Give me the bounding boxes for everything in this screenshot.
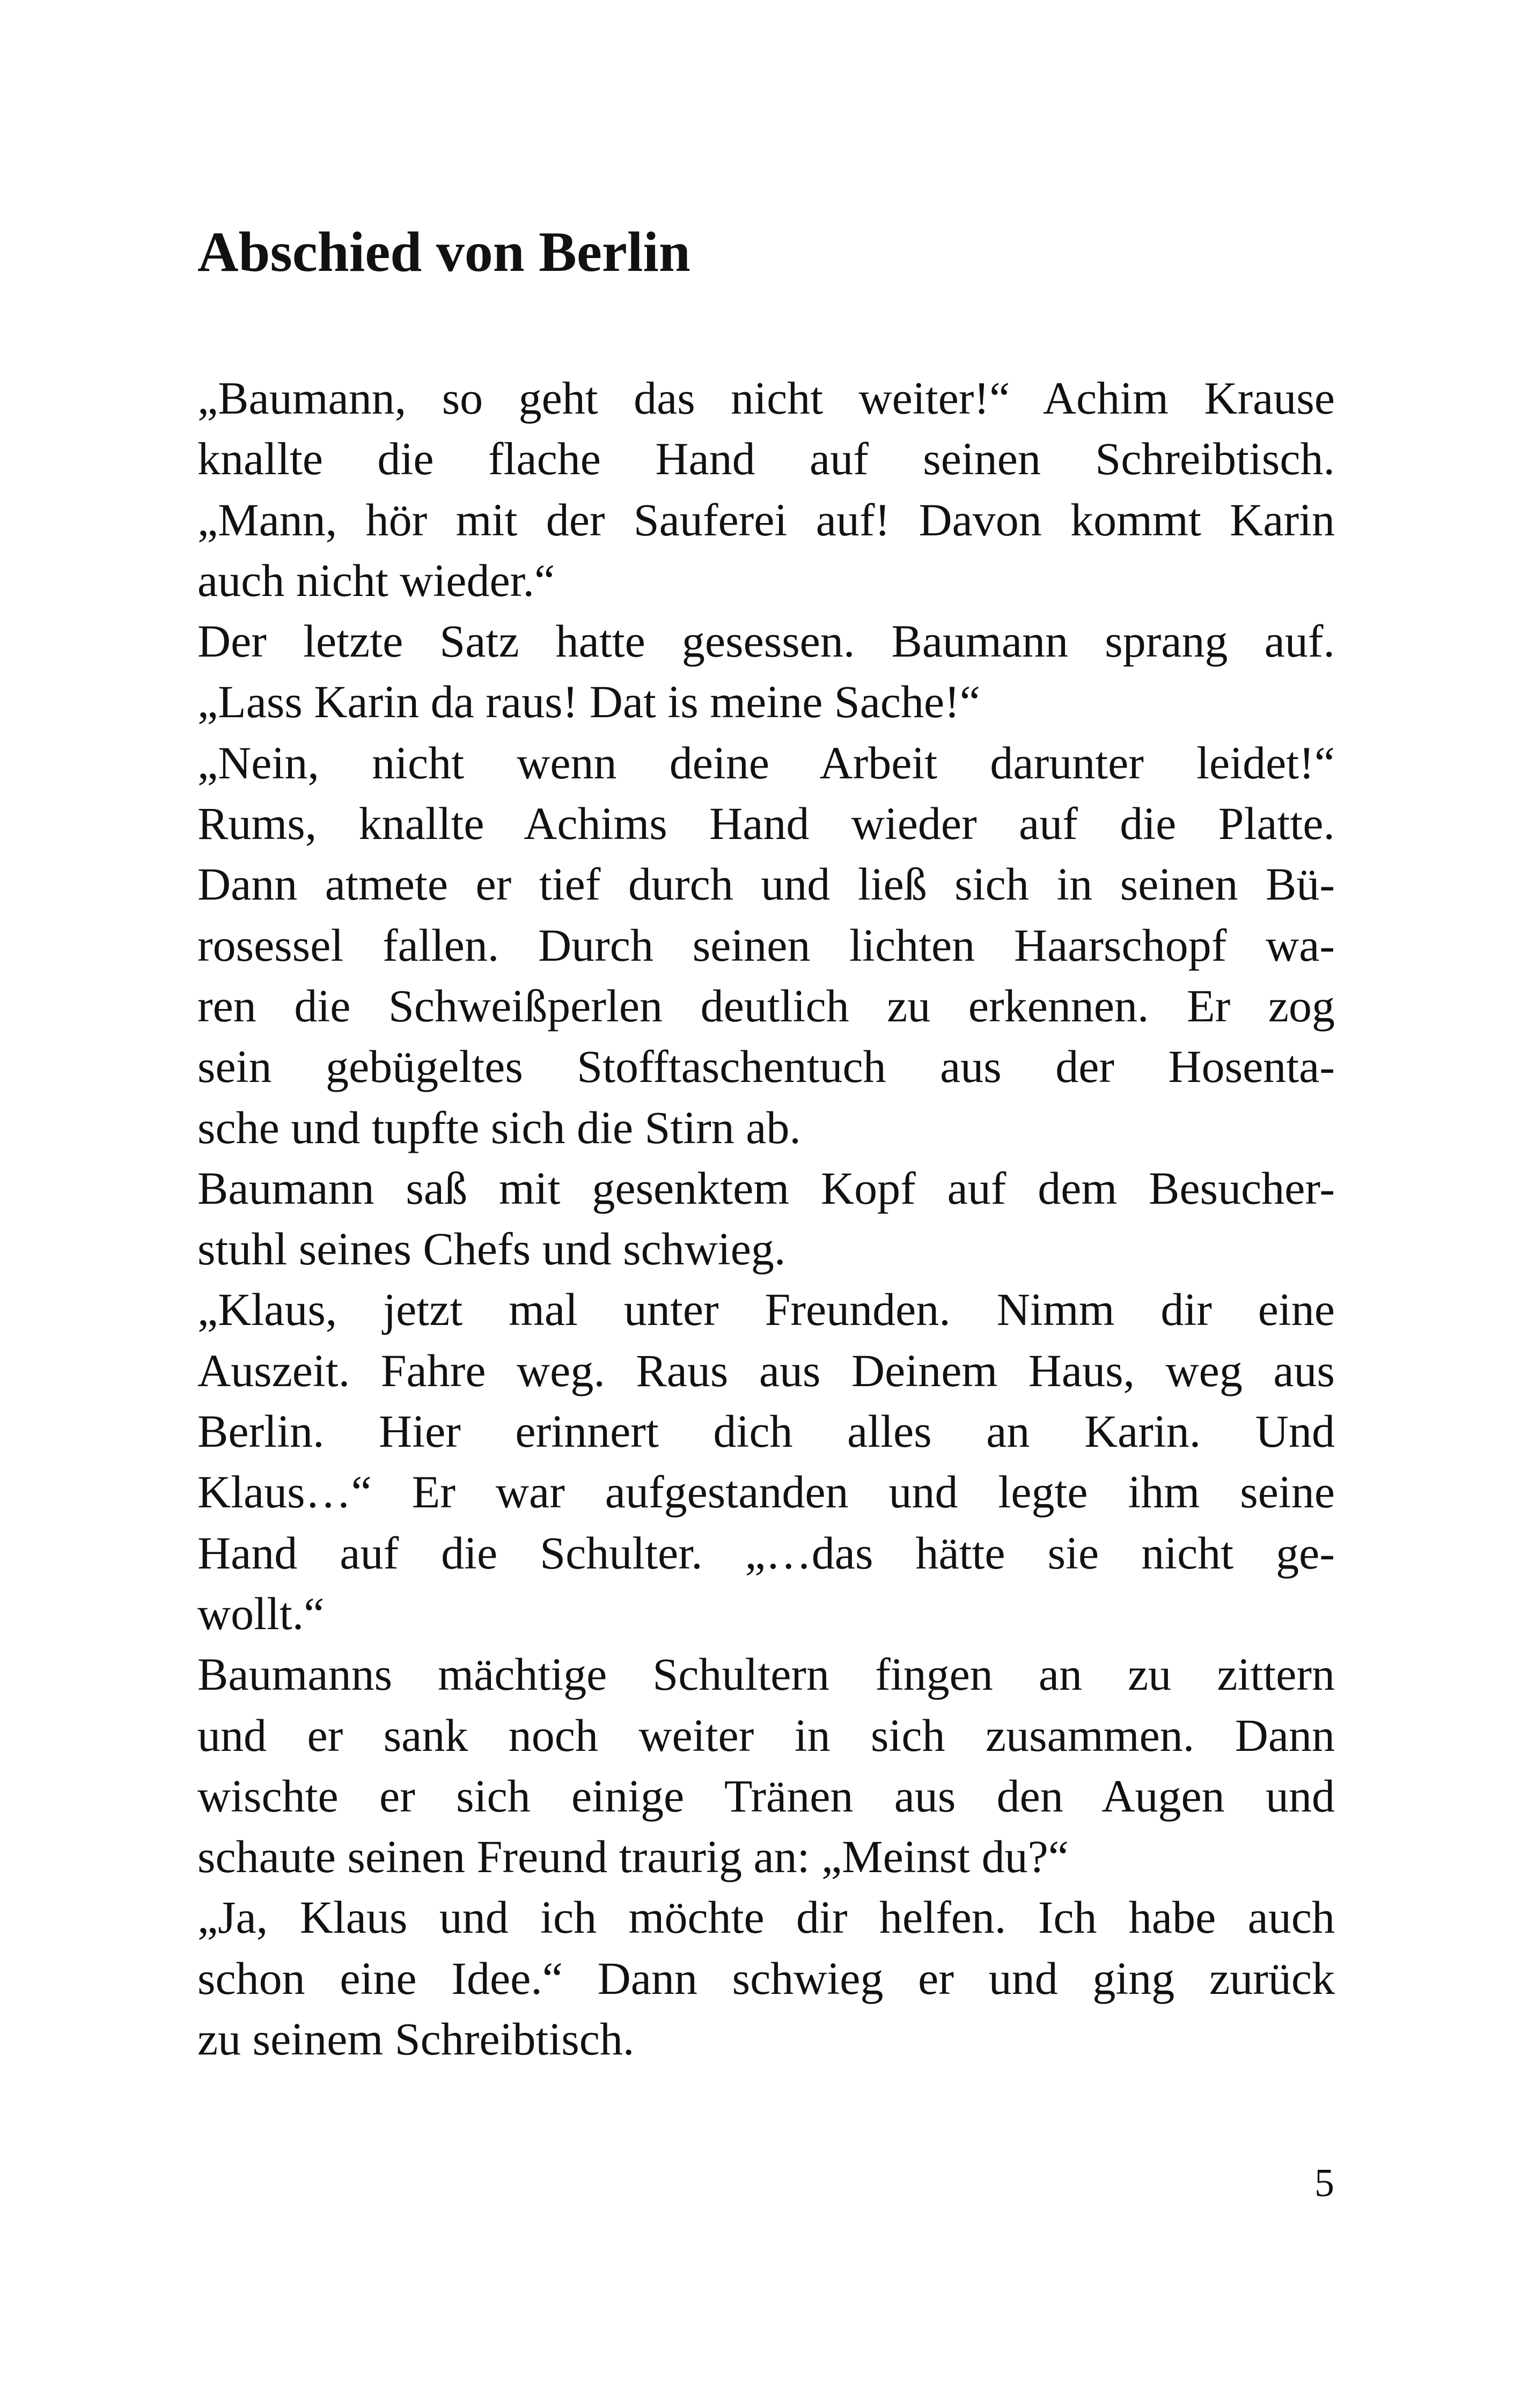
text-line: stuhl seines Chefs und schwieg. — [197, 1223, 786, 1275]
text-line: sein gebügeltes Stofftaschentuch aus der Hosenta- — [197, 1041, 1335, 1093]
text-line: „Lass Karin da raus! Dat is meine Sache!“ — [197, 676, 981, 728]
text-line: rosessel fallen. Durch seinen lichten Haarschopf wa- — [197, 919, 1335, 971]
text-line: Baumann saß mit gesenktem Kopf auf dem Besucher- — [197, 1162, 1335, 1214]
text-line: und er sank noch weiter in sich zusammen. Dann — [197, 1709, 1335, 1761]
text-line: „Ja, Klaus und ich möchte dir helfen. Ich habe auch — [197, 1891, 1335, 1943]
text-line: „Klaus, jetzt mal unter Freunden. Nimm dir eine — [197, 1284, 1335, 1336]
text-line: sche und tupfte sich die Stirn ab. — [197, 1101, 801, 1153]
text-line: Klaus…“ Er war aufgestanden und legte ihm seine — [197, 1466, 1335, 1518]
chapter-title: Abschied von Berlin — [197, 220, 690, 283]
text-line: wollt.“ — [197, 1587, 325, 1639]
text-line: „Baumann, so geht das nicht weiter!“ Achim Krause — [197, 372, 1335, 424]
text-line: „Mann, hör mit der Sauferei auf! Davon kommt Karin — [197, 494, 1335, 546]
text-line: Berlin. Hier erinnert dich alles an Karin. Und — [197, 1405, 1335, 1457]
text-line: „Nein, nicht wenn deine Arbeit darunter leidet!“ — [197, 737, 1335, 789]
text-line: Der letzte Satz hatte gesessen. Baumann sprang auf. — [197, 615, 1335, 667]
text-line: Auszeit. Fahre weg. Raus aus Deinem Haus, weg aus — [197, 1344, 1335, 1396]
text-line: Baumanns mächtige Schultern fingen an zu zittern — [197, 1648, 1335, 1700]
text-line: wischte er sich einige Tränen aus den Augen und — [197, 1770, 1335, 1822]
body-text — [197, 368, 1335, 2070]
text-line: Rums, knallte Achims Hand wieder auf die Platte. — [197, 798, 1335, 850]
page-number: 5 — [1314, 2161, 1334, 2205]
text-line: Hand auf die Schulter. „…das hätte sie nicht ge- — [197, 1527, 1335, 1579]
text-line: auch nicht wieder.“ — [197, 554, 555, 606]
text-line: zu seinem Schreibtisch. — [197, 2013, 635, 2065]
text-line: schaute seinen Freund traurig an: „Meinst du?“ — [197, 1831, 1069, 1883]
text-line: schon eine Idee.“ Dann schwieg er und ging zurück — [197, 1952, 1335, 2004]
text-line: ren die Schweißperlen deutlich zu erkennen. Er zog — [197, 980, 1335, 1032]
text-line: Dann atmete er tief durch und ließ sich in seinen Bü- — [197, 858, 1335, 910]
text-line: knallte die flache Hand auf seinen Schreibtisch. — [197, 433, 1335, 485]
